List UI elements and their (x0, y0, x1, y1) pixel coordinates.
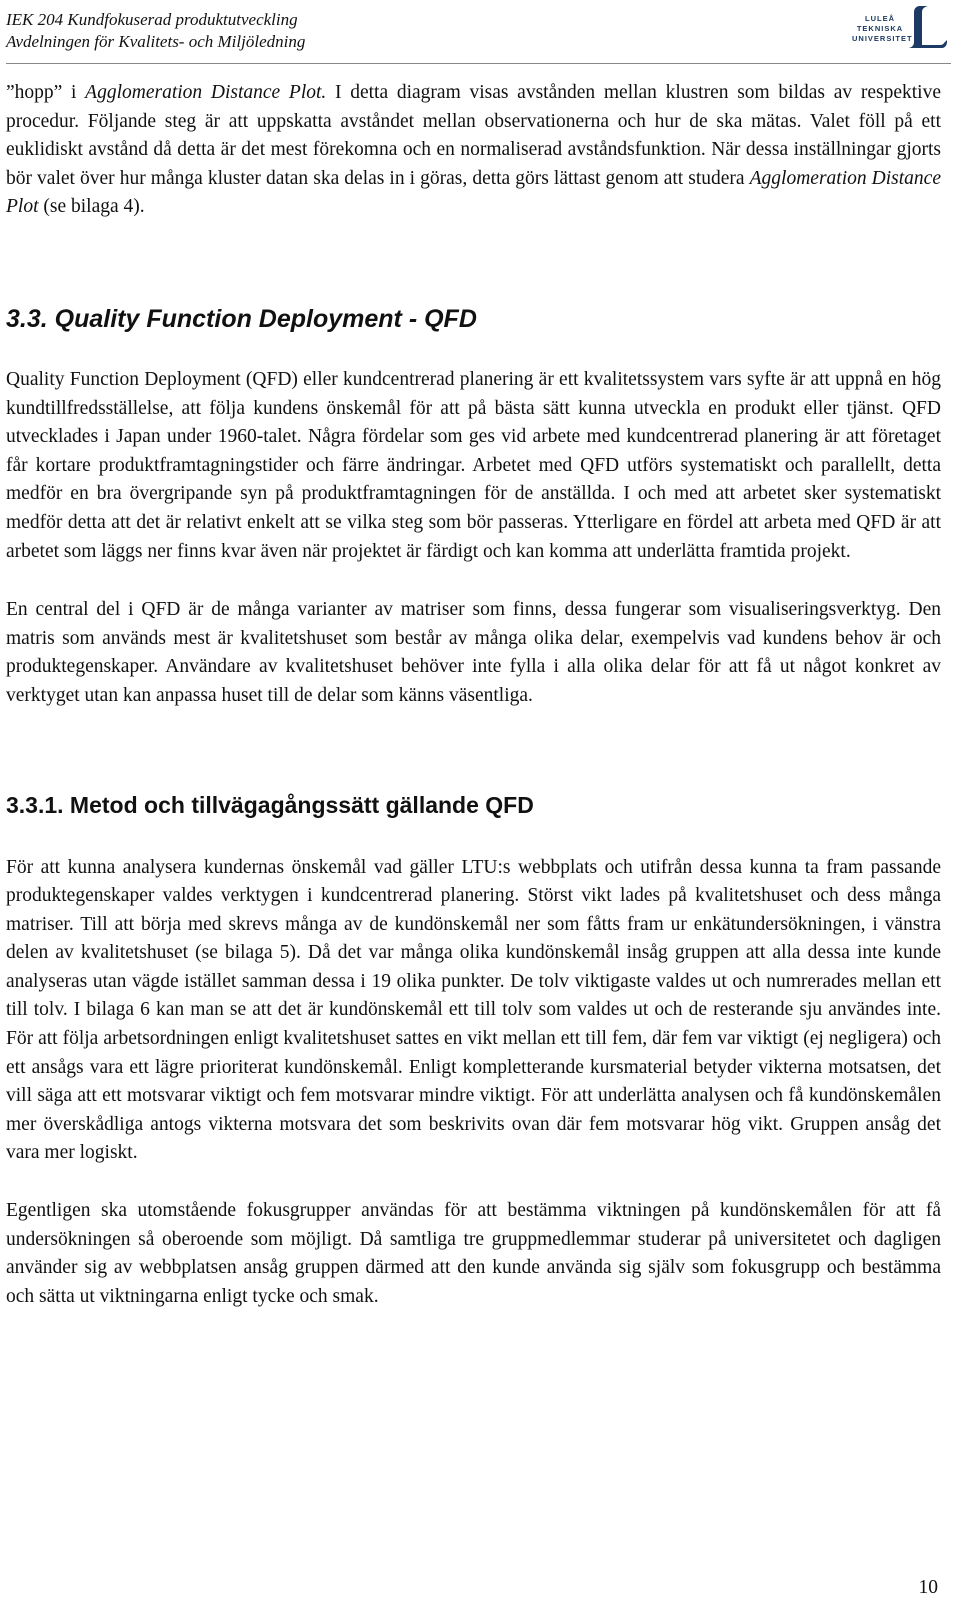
document-body (6, 79, 941, 1311)
header-course-title: IEK 204 Kundfokuserad produktutveckling (6, 10, 298, 29)
header-divider (6, 63, 951, 64)
header-department: Avdelningen för Kvalitets- och Miljöledning (6, 32, 306, 51)
section-heading-qfd: 3.3. Quality Function Deployment - QFD (6, 304, 477, 333)
logo-wordmark: LULEÅ TEKNISKA UNIVERSITET (852, 14, 913, 43)
page-header (0, 0, 960, 64)
ltu-logo-icon (906, 2, 948, 52)
paragraph-agglomeration: ”hopp” i Agglomeration Distance Plot. I detta diagram visas avstånden mellan klustren som bildas av respektive procedur. Följande steg är att uppskatta avståndet mellan observationerna och hur de ska mätas. Valet föll på ett euklidiskt avstånd då detta är det mest förekomna och en normaliserad avståndsfunktion. När dessa inställningar gjorts bör valet över hur många kluster datan ska delas in i göras, detta görs lättast genom att studera Agglomeration Distance Plot (se bilaga 4). (6, 82, 941, 218)
university-logo (852, 0, 952, 62)
paragraph-qfd-matrices: En central del i QFD är de många varianter av matriser som finns, dessa fungerar som visualiseringsverktyg. Den matris som används mest är kvalitetshuset som består av många olika delar, exempelvis vad kundens behov är och produktegenskaper. Användare av kvalitetshuset behöver inte fylla i alla olika delar för att få ut något konkret av verktyget utan kan anpassa huset till de delar som känns väsentliga. (6, 599, 941, 706)
subsection-heading-method: 3.3.1. Metod och tillvägagångssätt gällande QFD (6, 791, 534, 818)
paragraph-method: För att kunna analysera kundernas önskemål vad gäller LTU:s webbplats och utifrån dessa kunna ta fram passande produktegenskaper valdes verktygen i kundcentrerad planering. Störst vikt lades på kvalitetshuset och dess många matriser. Till att börja med skrevs många av de kundönskemål ner som fåtts fram ur enkätundersökningen, i vänstra delen av kvalitetshuset (se bilaga 5). Då det var många olika kundönskemål insåg gruppen att alla dessa inte kunde analyseras utan vägde istället samman dessa i 19 olika punkter. De tolv viktigaste valdes ut och numrerades mellan ett till tolv. I bilaga 6 kan man se att det är kundönskemål ett till tolv som valdes ut och de resterande sju användes inte. För att följa arbetsordningen enligt kvalitetshuset sattes en vikt mellan ett till fem, där fem var viktigt (ej negligera) och ett ansågs vara ett lägre prioriterat kundönskemål. Enligt kompletterande kursmaterial betyder vikterna motsatsen, det vill säga att ett motsvarar viktigt och fem motsvarar mindre viktigt. För att underlätta analysen och få kundönskemålen mer överskådliga antogs vikterna motsvara det som beskrivits ovan där fem motsvarar hög vikt. Gruppen ansåg det vara mer logiskt. (6, 856, 941, 1164)
paragraph-qfd-intro: Quality Function Deployment (QFD) eller kundcentrerad planering är ett kvalitetssystem vars syfte är att uppnå en hög kundtillfredsställelse, att följa kundens önskemål för att på bästa sätt kunna utveckla en produkt eller tjänst. QFD utvecklades i Japan under 1960-talet. Några fördelar som ges vid arbete med kundcentrerad planering är att företaget får kortare produktframtagningstider och färre ändringar. Arbetet med QFD utförs systematiskt och parallellt, detta medför en bra övergripande syn på produktframtagningen för de anställda. I och med att arbetet sker systematiskt medför detta att det är relativt enkelt att se vilka steg som bör passeras. Ytterligare en fördel att arbeta med QFD är att arbetet som läggs ner finns kvar även när projektet är färdigt och kan komma att underlätta framtida projekt. (6, 368, 941, 562)
paragraph-focus-groups: Egentligen ska utomstående fokusgrupper användas för att bestämma viktningen på kundönskemålen för att få undersökningen så oberoende som möjligt. Då samtliga tre gruppmedlemmar studerar på universitetet och dagligen använder sig av webbplatsen ansåg gruppen därmed att den kunde använda sig själv som fokusgrupp och bestämma och sätta ut viktningarna enligt tycke och smak. (6, 1200, 941, 1307)
page-number: 10 (918, 1577, 938, 1598)
